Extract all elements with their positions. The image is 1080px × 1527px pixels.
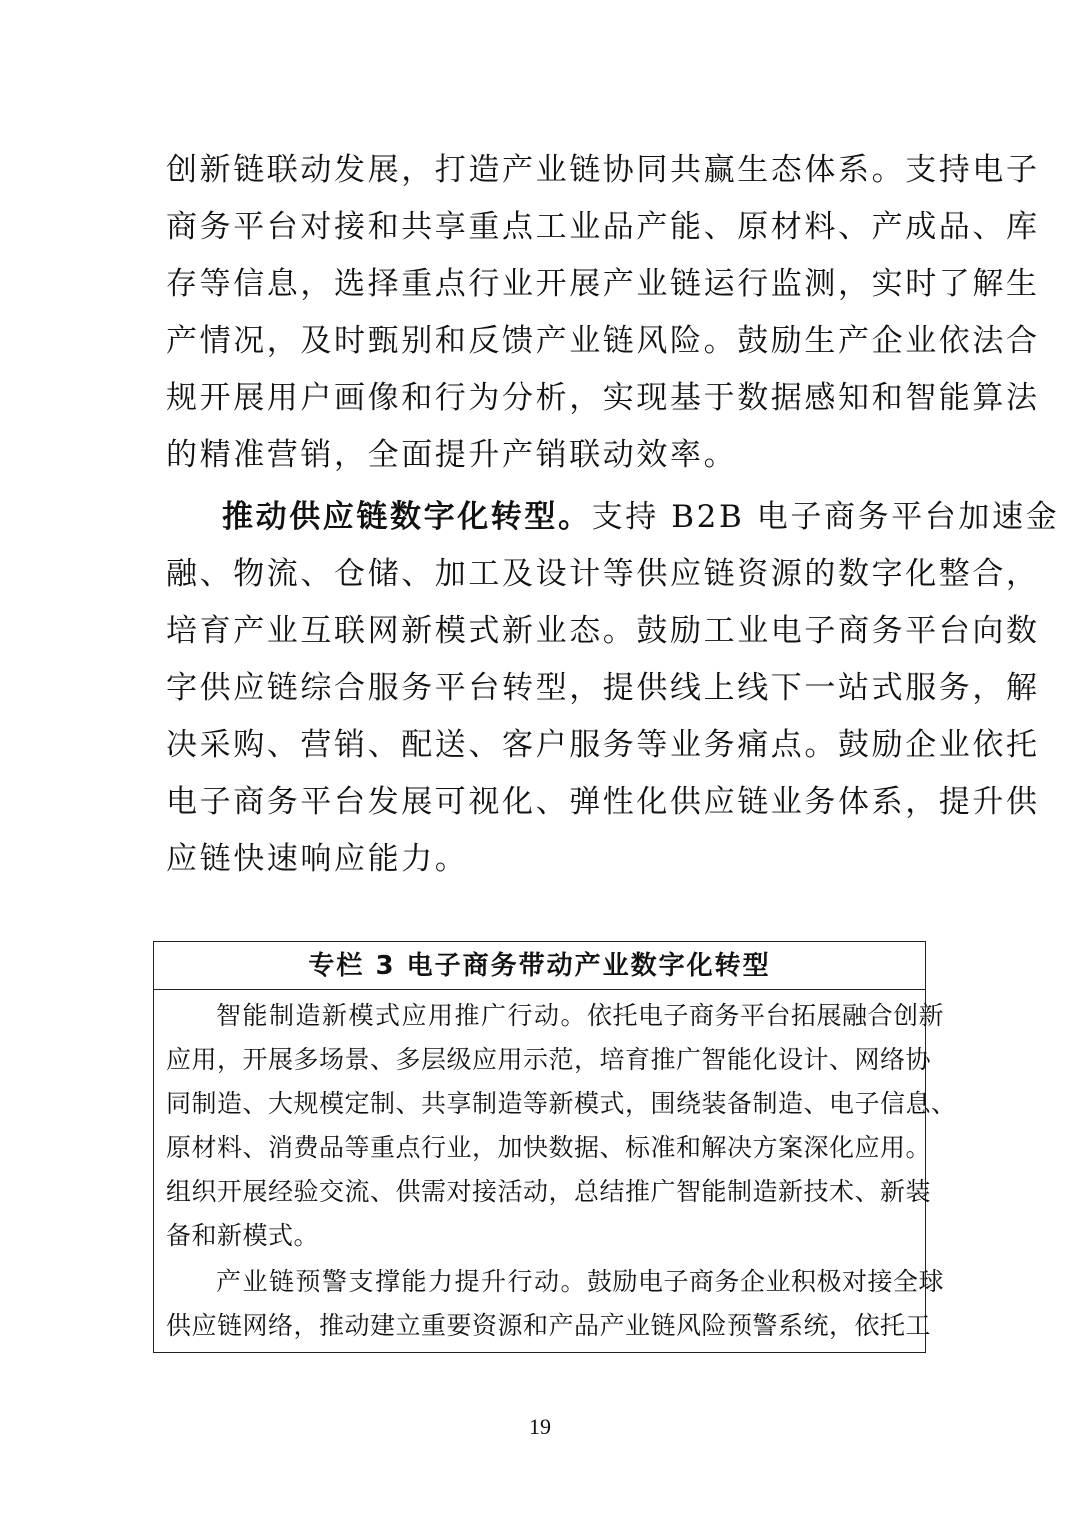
box-item-2-line-1 bbox=[216, 1264, 945, 1300]
box-item-2-first-rest: 鼓励电子商务企业积极对接全球 bbox=[587, 1267, 945, 1296]
paragraph-1-line-1: 创新链联动发展，打造产业链协同共赢生态体系。支持电子 bbox=[166, 152, 1040, 188]
paragraph-2-line-7: 应链快速响应能力。 bbox=[166, 841, 469, 877]
paragraph-2-line-1 bbox=[222, 497, 1060, 537]
box-item-1-first-rest: 依托电子商务平台拓展融合创新 bbox=[587, 1001, 945, 1030]
paragraph-2-line-3: 培育产业互联网新模式新业态。鼓励工业电子商务平台向数 bbox=[166, 613, 1040, 649]
paragraph-2-line-2: 融、物流、仓储、加工及设计等供应链资源的数字化整合， bbox=[166, 556, 1040, 592]
column-box bbox=[153, 941, 957, 1353]
box-item-1-lead: 智能制造新模式应用推广行动。 bbox=[216, 1001, 588, 1030]
paragraph-2-first-line-rest: 支持 B2B 电子商务平台加速金 bbox=[591, 499, 1060, 535]
paragraph-1-line-6: 的精准营销，全面提升产销联动效率。 bbox=[166, 437, 738, 473]
box-item-1-line-2: 应用，开展多场景、多层级应用示范，培育推广智能化设计、网络协 bbox=[166, 1045, 932, 1074]
paragraph-2-line-6: 电子商务平台发展可视化、弹性化供应链业务体系，提升供 bbox=[166, 784, 1040, 820]
paragraph-2-line-4: 字供应链综合服务平台转型，提供线上线下一站式服务，解 bbox=[166, 670, 1040, 706]
box-item-1-line-1 bbox=[216, 998, 945, 1034]
paragraph-1-line-5: 规开展用户画像和行为分析，实现基于数据感知和智能算法 bbox=[166, 380, 1040, 416]
paragraph-1-line-2: 商务平台对接和共享重点工业品产能、原材料、产成品、库 bbox=[166, 209, 1040, 245]
box-item-2-lead: 产业链预警支撑能力提升行动。 bbox=[216, 1267, 588, 1296]
box-item-2-line-2: 供应链网络，推动建立重要资源和产品产业链风险预警系统，依托工 bbox=[166, 1311, 932, 1340]
column-box-title: 专栏 3 电子商务带动产业数字化转型 bbox=[154, 942, 925, 990]
box-item-1-line-5: 组织开展经验交流、供需对接活动，总结推广智能制造新技术、新装 bbox=[166, 1177, 932, 1206]
box-item-1-line-6: 备和新模式。 bbox=[166, 1221, 320, 1250]
paragraph-1-line-3: 存等信息，选择重点行业开展产业链运行监测，实时了解生 bbox=[166, 266, 1040, 302]
box-item-1-line-3: 同制造、大规模定制、共享制造等新模式，围绕装备制造、电子信息、 bbox=[166, 1089, 957, 1118]
page-number: 19 bbox=[529, 1414, 551, 1439]
paragraph-2-line-5: 决采购、营销、配送、客户服务等业务痛点。鼓励企业依托 bbox=[166, 727, 1040, 763]
paragraph-1-line-4: 产情况，及时甄别和反馈产业链风险。鼓励生产企业依法合 bbox=[166, 323, 1040, 359]
paragraph-2-lead: 推动供应链数字化转型。 bbox=[222, 499, 592, 535]
box-item-1-line-4: 原材料、消费品等重点行业，加快数据、标准和解决方案深化应用。 bbox=[166, 1133, 932, 1162]
